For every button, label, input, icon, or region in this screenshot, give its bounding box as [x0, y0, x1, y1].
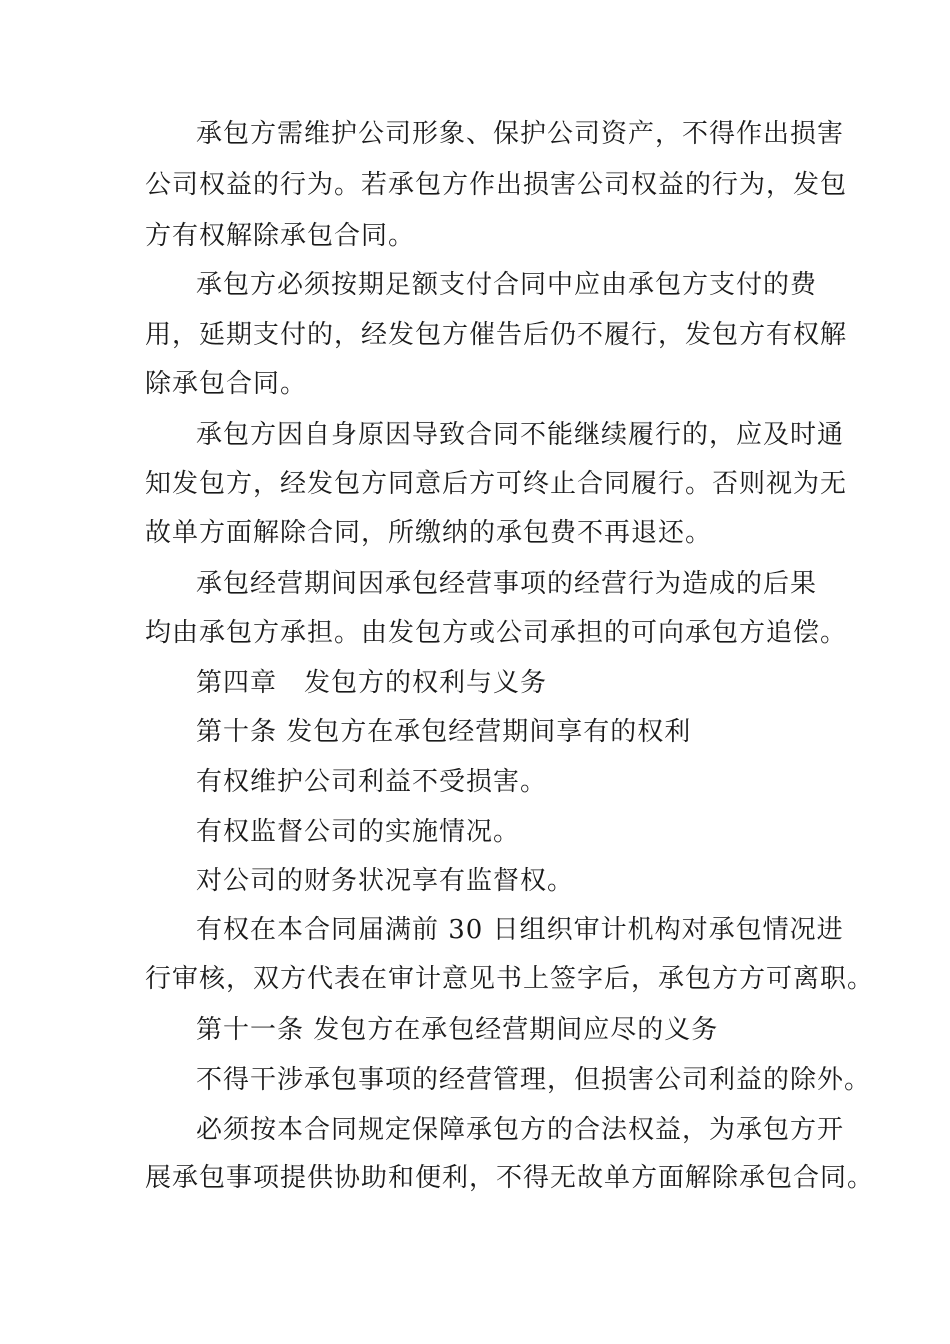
paragraph-line: 对公司的财务状况享有监督权。	[196, 866, 575, 896]
chapter-heading: 第四章 发包方的权利与义务	[196, 668, 548, 698]
paragraph-line: 有权维护公司利益不受损害。	[196, 767, 548, 797]
paragraph-line: 故单方面解除合同，所缴纳的承包费不再退还。	[145, 518, 713, 548]
paragraph-line: 承包方因自身原因导致合同不能继续履行的，应及时通	[196, 420, 845, 450]
paragraph-line: 公司权益的行为。若承包方作出损害公司权益的行为，发包	[145, 170, 848, 200]
paragraph-line: 方有权解除承包合同。	[145, 221, 416, 251]
paragraph-line: 承包方需维护公司形象、保护公司资产，不得作出损害	[196, 119, 845, 149]
article-heading: 第十条 发包方在承包经营期间享有的权利	[196, 717, 692, 747]
paragraph-line: 展承包事项提供协助和便利，不得无故单方面解除承包合同。	[145, 1163, 875, 1193]
article-heading: 第十一条 发包方在承包经营期间应尽的义务	[196, 1015, 719, 1045]
paragraph-line: 用，延期支付的，经发包方催告后仍不履行，发包方有权解	[145, 320, 848, 350]
paragraph-line: 有权监督公司的实施情况。	[196, 817, 521, 847]
paragraph-line: 承包方必须按期足额支付合同中应由承包方支付的费	[196, 270, 818, 300]
paragraph-line: 知发包方，经发包方同意后方可终止合同履行。否则视为无	[145, 469, 848, 499]
paragraph-line: 不得干涉承包事项的经营管理，但损害公司利益的除外。	[196, 1065, 872, 1095]
paragraph-line: 均由承包方承担。由发包方或公司承担的可向承包方追偿。	[145, 618, 848, 648]
paragraph-line: 承包经营期间因承包经营事项的经营行为造成的后果	[196, 569, 818, 599]
paragraph-line: 行审核，双方代表在审计意见书上签字后，承包方方可离职。	[145, 964, 875, 994]
paragraph-line: 除承包合同。	[145, 369, 308, 399]
paragraph-line: 必须按本合同规定保障承包方的合法权益，为承包方开	[196, 1115, 845, 1145]
paragraph-line: 有权在本合同届满前 30 日组织审计机构对承包情况进	[196, 915, 844, 945]
